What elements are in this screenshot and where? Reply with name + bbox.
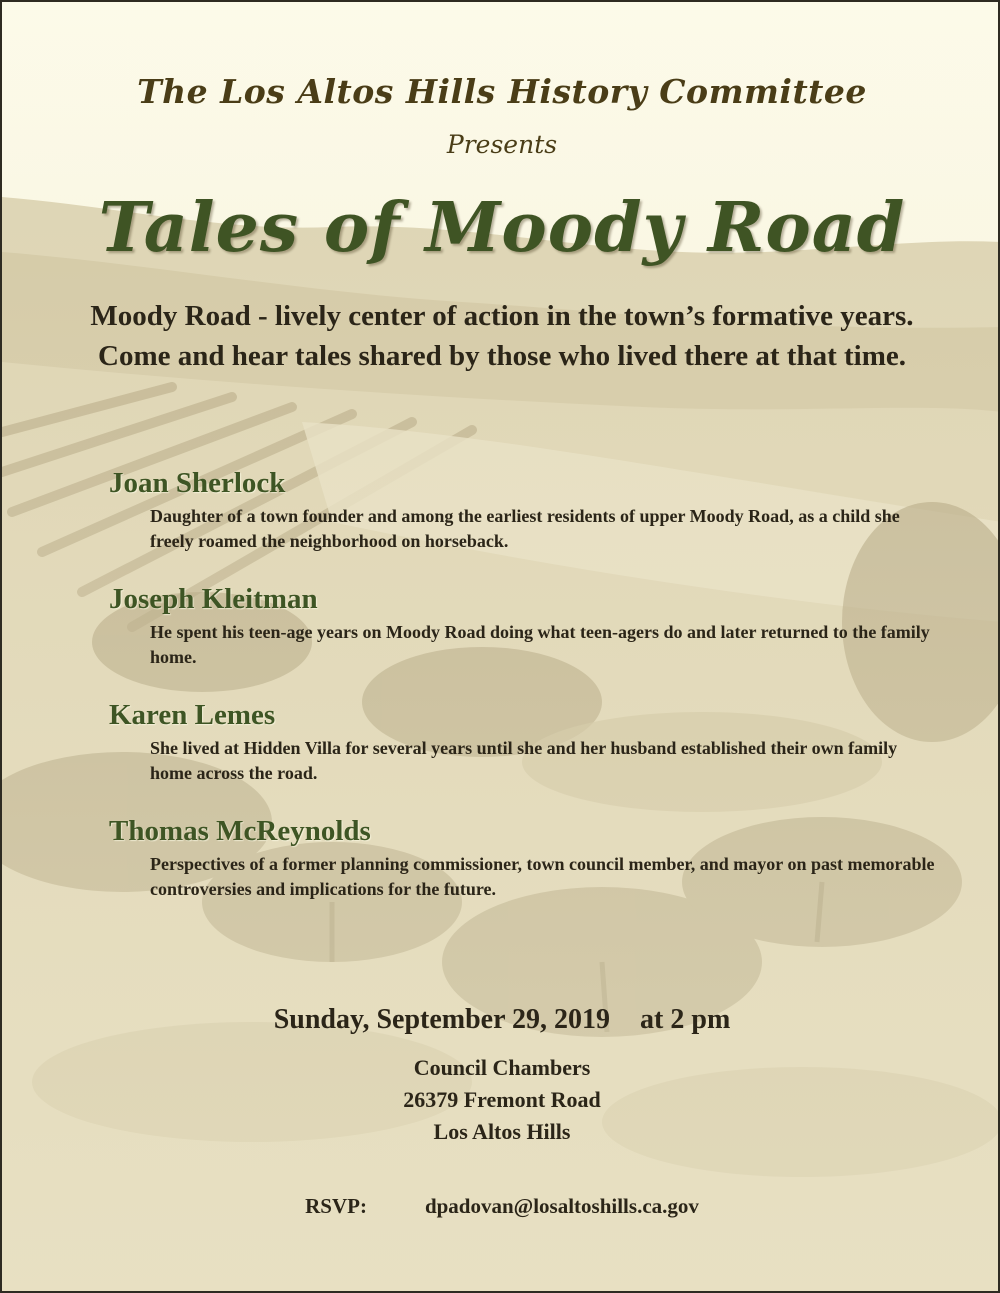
event-time: at 2 pm bbox=[640, 1004, 731, 1035]
rsvp-line bbox=[2, 1194, 1000, 1219]
event-title: Tales of Moody Road bbox=[98, 188, 906, 268]
speaker-name: Joseph Kleitman bbox=[109, 583, 318, 615]
speaker-description: Perspectives of a former planning commissioner, town council member, and mayor on past memorable controversies and implications for the future. bbox=[150, 854, 935, 899]
speaker-entry bbox=[109, 698, 939, 786]
venue-street: 26379 Fremont Road bbox=[403, 1087, 601, 1112]
rsvp-email[interactable]: dpadovan@losaltoshills.ca.gov bbox=[424, 1194, 699, 1218]
presents-label: Presents bbox=[446, 130, 558, 159]
venue-city: Los Altos Hills bbox=[433, 1119, 571, 1144]
speaker-entry bbox=[109, 466, 939, 554]
speaker-name: Karen Lemes bbox=[109, 699, 276, 731]
speaker-description: Daughter of a town founder and among the earliest residents of upper Moody Road, as a child she freely roamed the neighborhood on horseback. bbox=[150, 506, 900, 551]
committee-name: The Los Altos Hills History Committee bbox=[137, 72, 867, 111]
speaker-name: Thomas McReynolds bbox=[109, 815, 371, 847]
venue-name: Council Chambers bbox=[413, 1055, 591, 1080]
rsvp-label: RSVP: bbox=[305, 1194, 367, 1218]
event-intro: Moody Road - lively center of action in the town’s formative years. Come and hear tales shared by those who lived there at that time. bbox=[90, 300, 914, 372]
flyer-content bbox=[2, 2, 1000, 1293]
speaker-entry bbox=[109, 814, 939, 902]
speaker-name: Joan Sherlock bbox=[109, 467, 286, 499]
speaker-description: She lived at Hidden Villa for several years until she and her husband established their own family home across the road. bbox=[150, 738, 898, 783]
event-location bbox=[2, 1052, 1000, 1148]
speaker-entry bbox=[109, 582, 939, 670]
speaker-description: He spent his teen-age years on Moody Road doing what teen-agers do and later returned to the family home. bbox=[150, 622, 930, 667]
event-datetime bbox=[2, 1004, 1000, 1036]
event-date: Sunday, September 29, 2019 bbox=[273, 1004, 611, 1035]
